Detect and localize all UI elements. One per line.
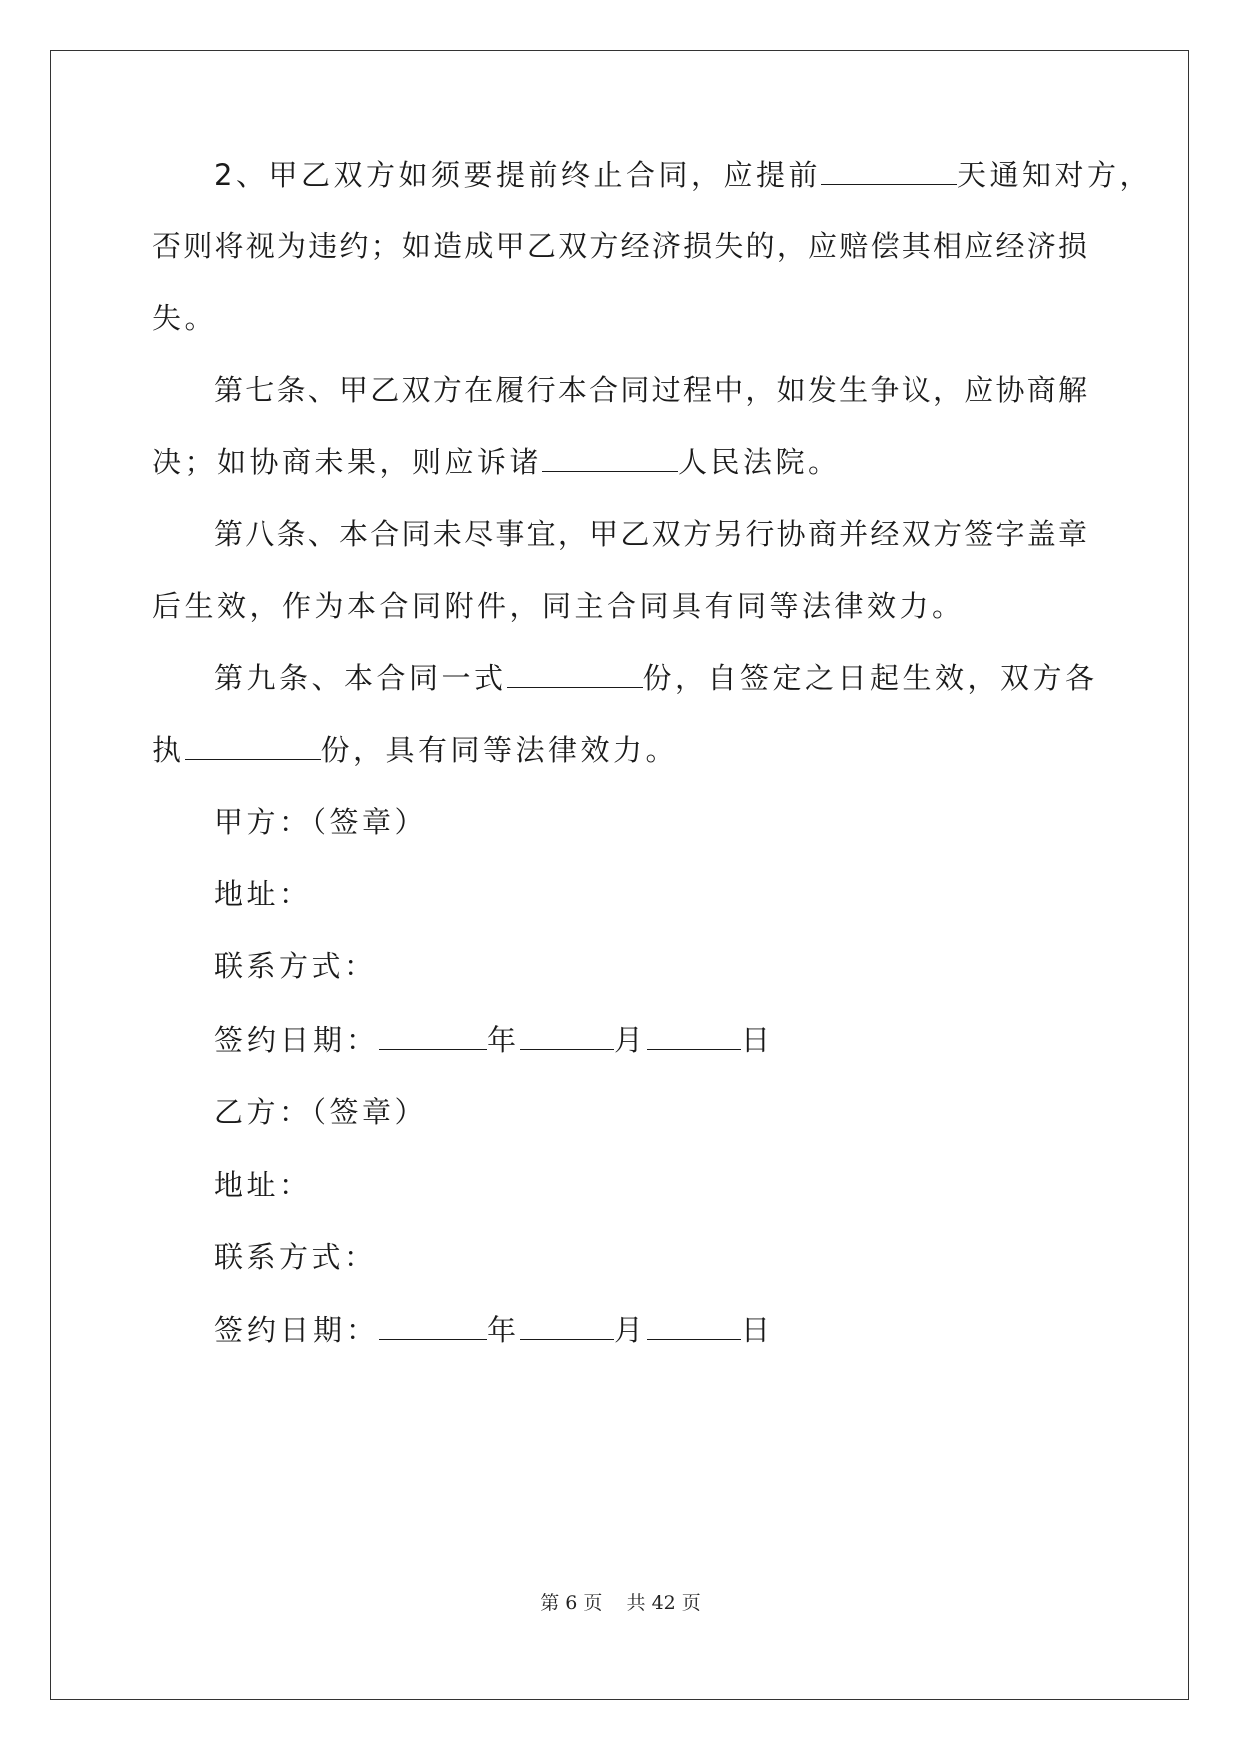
page-footer	[0, 1588, 1241, 1615]
text-segment: 份，具有同等法律效力。	[320, 733, 679, 767]
clause-8-line-2: 后生效，作为本合同附件，同主合同具有同等法律效力。	[152, 589, 965, 623]
month-label: 月	[614, 1023, 648, 1057]
party-b-month-blank[interactable]	[520, 1311, 614, 1340]
day-label: 日	[741, 1313, 775, 1347]
year-label: 年	[487, 1023, 521, 1057]
court-name-blank[interactable]	[542, 443, 678, 472]
clause-7-line-1: 第七条、甲乙双方在履行本合同过程中，如发生争议，应协商解	[214, 373, 1087, 407]
text-segment: 2、甲乙双方如须要提前终止合同，应提前	[214, 158, 821, 192]
clause-6-2-line-2: 否则将视为违约；如造成甲乙双方经济损失的，应赔偿其相应经济损	[152, 229, 1087, 263]
year-label: 年	[487, 1313, 521, 1347]
text-segment: 份，自签定之日起生效，双方各	[642, 661, 1098, 695]
party-a-month-blank[interactable]	[520, 1021, 614, 1050]
clause-7-line-2	[152, 442, 841, 482]
party-a-date-line	[214, 1020, 774, 1060]
clause-8-line-1: 第八条、本合同未尽事宜，甲乙双方另行协商并经双方签字盖章	[214, 517, 1087, 551]
page-number: 第 6 页	[540, 1592, 603, 1614]
copies-count-blank[interactable]	[507, 659, 643, 688]
notice-days-blank[interactable]	[821, 156, 957, 185]
text-segment: 人民法院。	[678, 445, 841, 479]
party-a-day-blank[interactable]	[647, 1021, 741, 1050]
party-a-contact-label: 联系方式：	[214, 949, 377, 983]
party-b-date-line	[214, 1310, 774, 1350]
date-label: 签约日期：	[214, 1313, 380, 1347]
text-segment: 决；如协商未果，则应诉诸	[152, 445, 543, 479]
party-b-title: 乙方：（签章）	[214, 1095, 428, 1129]
party-a-address-label: 地址：	[214, 877, 312, 911]
page-total: 共 42 页	[626, 1592, 701, 1614]
text-segment: 天通知对方，	[956, 158, 1152, 192]
text-segment: 第九条、本合同一式	[214, 661, 507, 695]
clause-9-line-2	[152, 730, 678, 770]
month-label: 月	[614, 1313, 648, 1347]
clause-6-2-line-1	[214, 155, 1152, 195]
party-a-title: 甲方：（签章）	[214, 805, 428, 839]
party-b-address-label: 地址：	[214, 1168, 312, 1202]
party-b-day-blank[interactable]	[647, 1311, 741, 1340]
party-b-contact-label: 联系方式：	[214, 1240, 377, 1274]
text-segment: 执	[152, 733, 185, 767]
party-a-year-blank[interactable]	[379, 1021, 487, 1050]
party-b-year-blank[interactable]	[379, 1311, 487, 1340]
copies-each-blank[interactable]	[185, 731, 321, 760]
day-label: 日	[741, 1023, 775, 1057]
date-label: 签约日期：	[214, 1023, 380, 1057]
clause-6-2-line-3: 失。	[152, 301, 218, 335]
clause-9-line-1	[214, 658, 1098, 698]
